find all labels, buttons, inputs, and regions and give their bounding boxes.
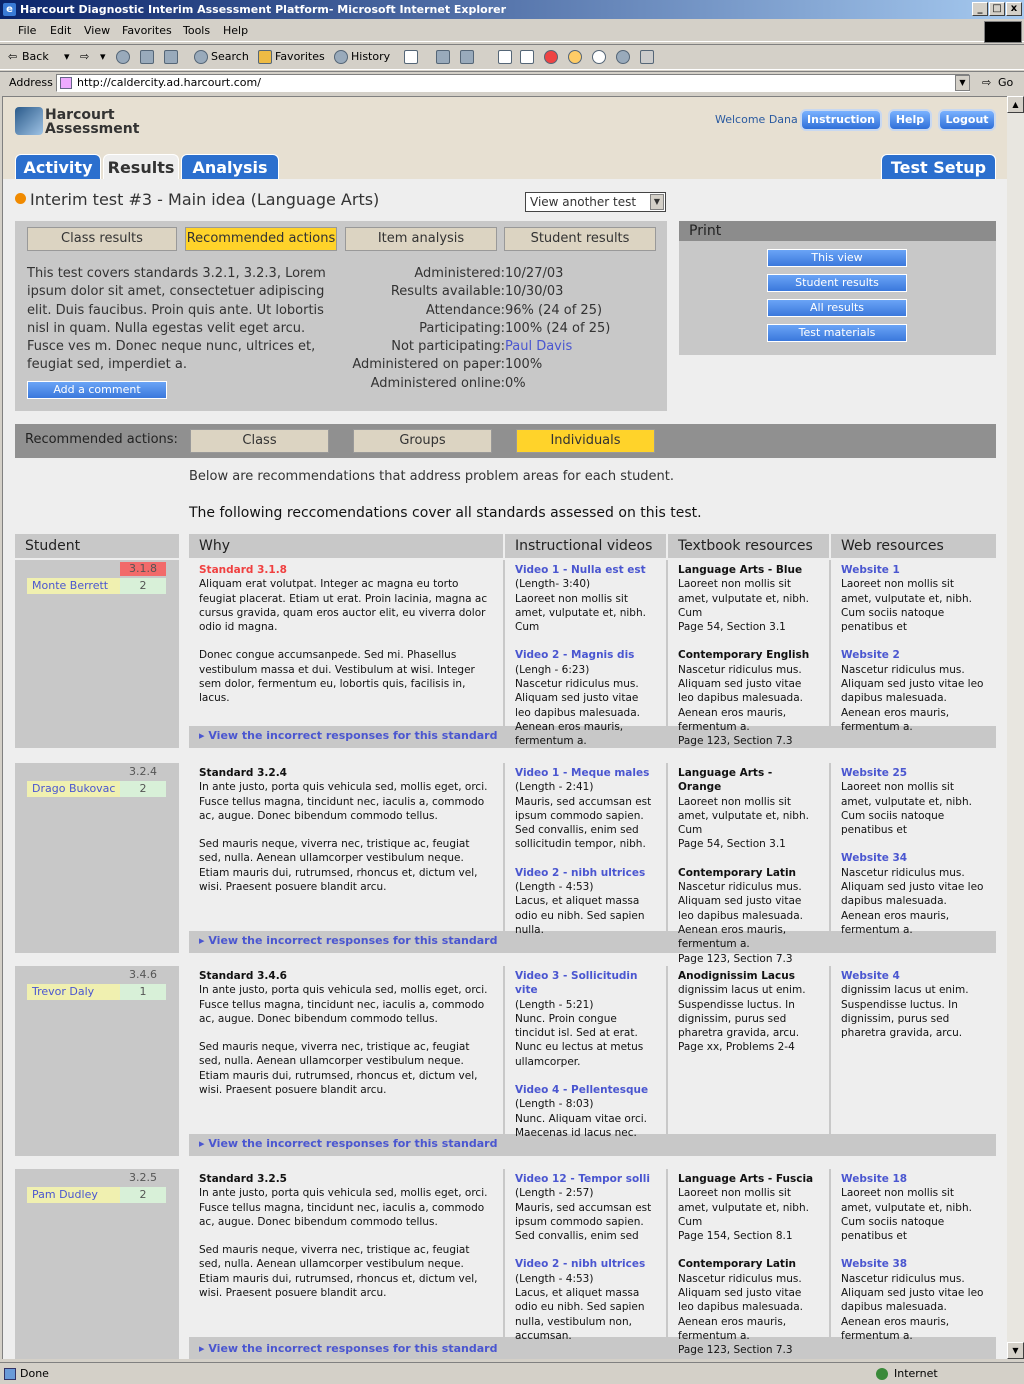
tab-results[interactable]: Results: [103, 154, 179, 179]
videos-cell: Video 12 - Tempor solli (Length - 2:57) Mauris, sed accumsan est ipsum commodo sapien. Sed convallis, enim sed Video 2 - nibh ultrices (Length - 4:53) Lacus, et aliquet massa odio eu nibh. Sed sapien nulla, vestibulum non, accumsan.: [505, 1169, 666, 1337]
zone-text: Internet: [894, 1367, 938, 1380]
individuals-button[interactable]: Individuals: [516, 429, 655, 453]
print-icon[interactable]: [436, 50, 450, 64]
why-cell: Standard 3.2.4 In ante justo, porta quis vehicula sed, mollis eget, orci. Fusce tellus magna, tincidunt nec, iaculis a, commodo ac, augue. Donec bibendum commodo tellus. Sed mauris neque, viverra nec, tristique ac, feugiat sed, nulla. Aenean ullamcorper vestibulum neque. Etiam mauris dui, rutrumsed, rhoncus et, dictum vel, wisi. Praesent posuere blandit arcu.: [189, 763, 503, 931]
website-link[interactable]: Website 25: [841, 767, 908, 779]
media-icon[interactable]: [544, 50, 558, 64]
tab-analysis[interactable]: Analysis: [181, 154, 279, 179]
col-why: Why: [189, 534, 503, 558]
student-score: 2: [120, 781, 166, 797]
globe-icon: [876, 1368, 888, 1380]
discuss-icon[interactable]: [498, 50, 512, 64]
welcome-text: Welcome Dana: [715, 113, 798, 126]
textbook-cell: Language Arts - Blue Laoreet non mollis sit amet, vulputate et, nibh. Cum Page 54, Section 3.1 Contemporary English Nascetur ridiculus mus. Aliquam sed justo vitae leo dapibus malesuada. Aenean eros mauris, fermentum a. Page 123, Section 7.3: [668, 560, 829, 726]
refresh-icon[interactable]: [140, 50, 154, 64]
harcourt-logo: Harcourt Assessment: [15, 107, 145, 137]
student-score: 2: [120, 1187, 166, 1203]
recommendation-block: [189, 966, 996, 1156]
textbook-cell: Anodignissim Lacus dignissim lacus ut enim. Suspendisse luctus. In dignissim, purus sed pharetra gravida, arcu. Page xx, Problems 2-4: [668, 966, 829, 1134]
website-link[interactable]: Website 1: [841, 564, 900, 576]
add-comment-button[interactable]: Add a comment: [27, 381, 167, 399]
video-link[interactable]: Video 12 - Tempor solli: [515, 1173, 650, 1185]
print-title: Print: [679, 221, 996, 241]
groups-button[interactable]: Groups: [353, 429, 492, 453]
scroll-down-icon[interactable]: ▼: [1007, 1342, 1024, 1359]
video-link[interactable]: Video 4 - Pellentesque: [515, 1084, 649, 1097]
stats-values: 10/27/03 10/30/03 96% (24 of 25) 100% (24 of 25) Paul Davis 100% 0%: [505, 265, 665, 393]
logout-button[interactable]: Logout: [938, 109, 996, 131]
videos-cell: Video 1 - Meque males (Length - 2:41) Mauris, sed accumsan est ipsum commodo sapien. Sed convallis, enim sed sollicitudin tempor, nibh. Video 2 - nibh ultrices (Length - 4:53) Lacus, et aliquet massa odio eu nibh. Sed sapien nulla.: [505, 763, 666, 931]
video-link[interactable]: Video 2 - nibh ultrices: [515, 1258, 646, 1271]
favorites-icon[interactable]: [258, 50, 272, 64]
recommended-actions-bar: [15, 424, 996, 458]
textbook-cell: Language Arts - Fuscia Laoreet non mollis sit amet, vulputate et, nibh. Cum Page 154, Section 8.1 Contemporary Latin Nascetur ridiculus mus. Aliquam sed justo vitae leo dapibus malesuada. Aenean eros mauris, fermentum a. Page 123, Section 7.3: [668, 1169, 829, 1337]
back-dropdown-icon[interactable]: ▾: [64, 50, 70, 63]
ie-icon: e: [3, 3, 16, 16]
research-icon[interactable]: [520, 50, 534, 64]
vertical-scrollbar[interactable]: [1007, 96, 1024, 1359]
student-name-link[interactable]: Drago Bukovac: [27, 781, 121, 797]
why-cell: Standard 3.2.5 In ante justo, porta quis vehicula sed, mollis eget, orci. Fusce tellus magna, tincidunt nec, iaculis a, commodo ac, augue. Donec bibendum commodo tellus. Sed mauris neque, viverra nec, tristique ac, feugiat sed, nulla. Aenean ullamcorper vestibulum neque. Etiam mauris dui, rutrumsed, rhoncus et, dictum vel, wisi. Praesent posuere blandit arcu.: [189, 1169, 503, 1337]
standard-badge: 3.2.5: [129, 1171, 157, 1184]
student-name-link[interactable]: Trevor Daly: [27, 984, 121, 1000]
page-status-icon: [4, 1368, 16, 1380]
recommendations-heading: The following reccomendations cover all standards assessed on this test.: [189, 505, 702, 521]
back-button[interactable]: Back: [22, 50, 49, 63]
stats-labels: Administered: Results available: Attendance: Participating: Not participating: Administered on paper: Administered online:: [352, 266, 505, 391]
standard-badge: 3.1.8: [120, 562, 166, 576]
scroll-up-icon[interactable]: ▲: [1007, 96, 1024, 113]
videos-cell: Video 3 - Sollicitudin vite (Length - 5:21) Nunc. Proin congue tincidut isl. Sed at erat. Nunc eu lectus at metus ullamcorper. Video 4 - Pellentesque (Length - 8:03) Nunc. Aliquam vitae orci. Maecenas id lacus nec.: [505, 966, 666, 1134]
test-summary-panel: [15, 221, 667, 411]
videos-cell: Video 1 - Nulla est est (Length- 3:40) Laoreet non mollis sit amet, vulputate et, nibh. Cum Video 2 - Magnis dis (Lengh - 6:23) Nascetur ridiculus mus. Aliquam sed justo vitae leo dapibus malesuada. Aenean eros mauris, fermentum a.: [505, 560, 666, 726]
video-link[interactable]: Video 3 - Sollicitudin vite: [515, 970, 638, 997]
stop-icon[interactable]: [116, 50, 130, 64]
browser-toolbar: [0, 44, 1024, 70]
search-button[interactable]: Search: [211, 50, 249, 63]
student-name-link[interactable]: Monte Berrett: [27, 578, 121, 594]
page-title: Interim test #3 - Main idea (Language Arts): [15, 190, 379, 209]
student-row: [15, 966, 179, 1156]
edit-icon[interactable]: [460, 50, 474, 64]
status-bar: [0, 1362, 1024, 1384]
address-url: http://caldercity.ad.harcourt.com/: [77, 76, 261, 89]
menu-help[interactable]: Help: [223, 24, 249, 37]
address-label: Address: [9, 76, 53, 89]
go-button[interactable]: Go: [998, 76, 1014, 89]
menu-bar: [0, 20, 1024, 42]
tab-activity[interactable]: Activity: [15, 154, 101, 179]
video-link[interactable]: Video 2 - Magnis dis: [515, 649, 635, 662]
home-icon[interactable]: [164, 50, 178, 64]
forward-button[interactable]: ⇨: [80, 50, 90, 63]
textbook-cell: Language Arts - Orange Laoreet non mollis sit amet, vulputate et, nibh. Cum Page 54, Section 3.1 Contemporary Latin Nascetur ridiculus mus. Aliquam sed justo vitae leo dapibus malesuada. Aenean eros mauris, fermentum a. Page 123, Section 7.3: [668, 763, 829, 931]
search-icon[interactable]: [194, 50, 208, 64]
help-button[interactable]: Help: [888, 109, 932, 131]
harcourt-logo-icon: [15, 107, 43, 135]
website-link[interactable]: Website 34: [841, 852, 908, 865]
info-icon: [15, 193, 26, 204]
tool-icon[interactable]: [640, 50, 654, 64]
page-content: [2, 96, 1007, 1359]
recommendations-note: Below are recommendations that address problem areas for each student.: [189, 469, 675, 484]
video-link[interactable]: Video 1 - Nulla est est: [515, 564, 646, 576]
web-cell: Website 18 Laoreet non mollis sit amet, vulputate et, nibh. Cum sociis natoque penatibus et Website 38 Nascetur ridiculus mus. Aliquam sed justo vitae leo dapibus malesuada. Aenean eros mauris, fermentum a.: [831, 1169, 996, 1337]
view-incorrect-responses-link[interactable]: ▸ View the incorrect responses for this standard: [199, 934, 498, 947]
address-dropdown-icon[interactable]: ▼: [955, 75, 970, 91]
view-another-test-select[interactable]: View another test ▼: [525, 192, 666, 212]
tab-student-results[interactable]: Student results: [504, 227, 656, 251]
student-score: 2: [120, 578, 166, 594]
recommendation-block: [189, 560, 996, 748]
status-text: Done: [20, 1367, 49, 1380]
favorites-button[interactable]: Favorites: [275, 50, 325, 63]
view-incorrect-responses-link[interactable]: ▸ View the incorrect responses for this standard: [199, 1137, 498, 1150]
print-panel: [679, 221, 996, 355]
website-link[interactable]: Website 18: [841, 1173, 908, 1185]
standard-badge: 3.4.6: [129, 968, 157, 981]
col-videos: Instructional videos: [505, 534, 666, 558]
why-cell: Standard 3.4.6 In ante justo, porta quis vehicula sed, mollis eget, orci. Fusce tellus magna, tincidunt nec, iaculis a, commodo ac, augue. Donec bibendum commodo tellus. Sed mauris neque, viverra nec, tristique ac, feugiat sed, nulla. Aenean ullamcorper vestibulum neque. Etiam mauris dui, rutrumsed, rhoncus et, dictum vel, wisi. Praesent posuere blandit arcu.: [189, 966, 503, 1134]
menu-edit[interactable]: Edit: [50, 24, 72, 37]
web-cell: Website 4 dignissim lacus ut enim. Suspendisse luctus. In dignissim, purus sed pharetra gravida, arcu.: [831, 966, 996, 1134]
menu-tools[interactable]: Tools: [183, 24, 211, 37]
student-row: [15, 560, 179, 748]
close-button[interactable]: x: [1006, 2, 1022, 16]
student-score: 1: [120, 984, 166, 1000]
class-button[interactable]: Class: [190, 429, 329, 453]
recommendation-block: [189, 1169, 996, 1359]
windows-logo-icon: [984, 21, 1022, 43]
video-link[interactable]: Video 1 - Meque males: [515, 767, 650, 779]
recommendation-block: [189, 763, 996, 965]
column-headers: [15, 534, 996, 558]
minimize-button[interactable]: _: [972, 2, 988, 16]
window-title: Harcourt Diagnostic Interim Assessment Platform- Microsoft Internet Explorer: [20, 3, 507, 16]
print-this-view-button[interactable]: This view: [767, 249, 907, 267]
forward-dropdown-icon[interactable]: ▾: [100, 50, 106, 63]
student-row: [15, 763, 179, 953]
page-icon: [60, 77, 72, 89]
address-input[interactable]: [56, 74, 970, 92]
web-cell: Website 25 Laoreet non mollis sit amet, vulputate et, nibh. Cum sociis natoque penatibus et Website 34 Nascetur ridiculus mus. Aliquam sed justo vitae leo dapibus malesuada. Aenean eros mauris, fermentum a.: [831, 763, 996, 931]
video-link[interactable]: Video 2 - nibh ultrices: [515, 866, 646, 879]
view-incorrect-responses-link[interactable]: ▸ View the incorrect responses for this standard: [199, 1342, 498, 1355]
history-button[interactable]: History: [351, 50, 391, 63]
col-student: Student: [15, 534, 179, 558]
instruction-button[interactable]: Instruction: [800, 109, 882, 131]
web-cell: Website 1 Laoreet non mollis sit amet, vulputate et, nibh. Cum sociis natoque penatibus et Website 2 Nascetur ridiculus mus. Aliquam sed justo vitae leo dapibus malesuada. Aenean eros mauris, fermentum a.: [831, 560, 996, 726]
tab-test-setup[interactable]: Test Setup: [881, 154, 996, 179]
student-row: [15, 1169, 179, 1359]
history-icon[interactable]: [334, 50, 348, 64]
col-web: Web resources: [831, 534, 996, 558]
tab-item-analysis[interactable]: Item analysis: [345, 227, 497, 251]
website-link[interactable]: Website 38: [841, 1258, 908, 1271]
col-textbook: Textbook resources: [668, 534, 829, 558]
print-all-results-button[interactable]: All results: [767, 299, 907, 317]
window-title-bar: [0, 0, 1024, 19]
test-description: This test covers standards 3.2.1, 3.2.3, Lorem ipsum dolor sit amet, consectetuer adipiscing elit. Duis faucibus. Proin quis ante. Ut lobortis nisl in quam. Nulla egestas velit eget arcu. Fusce ves m. Donec neque nunc, ultrices et, feugiat sed, imperdiet a.: [27, 266, 326, 373]
student-name-link[interactable]: Pam Dudley: [27, 1187, 121, 1203]
recommended-actions-label: Recommended actions:: [25, 432, 178, 447]
menu-view[interactable]: View: [84, 24, 111, 37]
app-header: [3, 97, 1007, 179]
standard-badge: 3.2.4: [129, 765, 157, 778]
why-cell: Standard 3.1.8 Aliquam erat volutpat. Integer ac magna eu torto feugiat placerat. Etiam ut erat. Proin lacinia, magna ac cursus gravida, quam eros auctor elit, eu viverra dolor odio id magna. Donec congue accumsanpede. Sed mi. Phasellus vestibulum massa et dui. Vestibulum at wisi. Integer sem dolor, fermentum eu, lobortis quis, facilisis in, lacus.: [189, 560, 503, 726]
back-arrow-icon[interactable]: ⇦: [8, 50, 18, 63]
print-test-materials-button[interactable]: Test materials: [767, 324, 907, 342]
mail-icon[interactable]: [404, 50, 418, 64]
menu-favorites[interactable]: Favorites: [122, 24, 172, 37]
view-incorrect-responses-link[interactable]: ▸ View the incorrect responses for this standard: [199, 729, 498, 742]
menu-file[interactable]: File: [18, 24, 37, 37]
chat-icon[interactable]: [592, 50, 606, 64]
website-link[interactable]: Website 4: [841, 970, 900, 982]
not-participating-link[interactable]: Paul Davis: [505, 339, 573, 355]
chevron-down-icon: ▼: [650, 194, 664, 210]
go-arrow-icon[interactable]: ⇨: [982, 76, 992, 89]
messenger-icon[interactable]: [568, 50, 582, 64]
address-bar: [0, 71, 1024, 93]
maximize-button[interactable]: □: [989, 2, 1005, 16]
settings-icon[interactable]: [616, 50, 630, 64]
tab-recommended-actions[interactable]: Recommended actions: [185, 227, 337, 251]
print-student-results-button[interactable]: Student results: [767, 274, 907, 292]
tab-class-results[interactable]: Class results: [27, 227, 177, 251]
website-link[interactable]: Website 2: [841, 649, 900, 662]
